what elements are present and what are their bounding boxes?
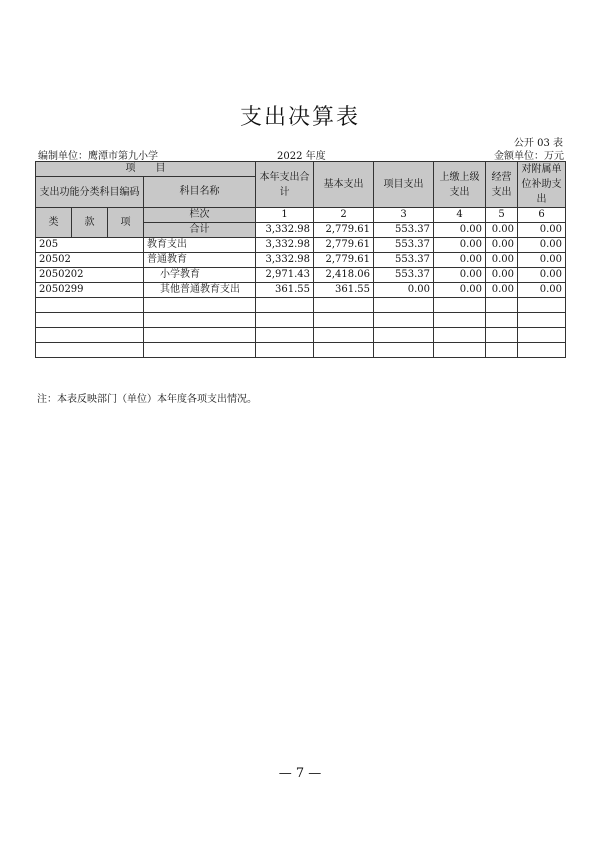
row-code: 2050202 <box>36 268 144 283</box>
row-value: 3,332.98 <box>256 238 314 253</box>
row-name: 普通教育 <box>144 253 256 268</box>
subject-name-header: 科目名称 <box>144 177 256 208</box>
empty-cell <box>144 313 256 328</box>
col-num-4: 4 <box>434 208 486 223</box>
row-value: 2,971.43 <box>256 268 314 283</box>
col-num-2: 2 <box>314 208 374 223</box>
row-value: 553.37 <box>374 268 434 283</box>
empty-cell <box>518 313 566 328</box>
total-cell: 3,332.98 <box>256 223 314 238</box>
row-value: 0.00 <box>374 283 434 298</box>
empty-cell <box>374 298 434 313</box>
empty-cell <box>256 343 314 358</box>
col-num-6: 6 <box>518 208 566 223</box>
col-total-header: 本年支出合计 <box>256 162 314 208</box>
row-code: 205 <box>36 238 144 253</box>
empty-row <box>36 313 566 328</box>
row-value: 0.00 <box>518 268 566 283</box>
empty-cell <box>256 313 314 328</box>
row-value: 0.00 <box>434 253 486 268</box>
project-header: 项 目 <box>36 162 256 177</box>
table-row <box>36 253 566 268</box>
empty-cell <box>144 343 256 358</box>
total-cell: 2,779.61 <box>314 223 374 238</box>
total-cell: 553.37 <box>374 223 434 238</box>
heji-label: 合计 <box>144 223 256 238</box>
row-name: 小学教育 <box>144 268 256 283</box>
empty-cell <box>36 328 144 343</box>
empty-row <box>36 298 566 313</box>
lei-header: 类 <box>36 208 72 238</box>
total-cell: 0.00 <box>518 223 566 238</box>
empty-cell <box>486 328 518 343</box>
fiscal-year: 2022 年度 <box>277 151 326 162</box>
row-value: 0.00 <box>518 283 566 298</box>
empty-cell <box>434 343 486 358</box>
compiling-unit: 编制单位：鹰潭市第九小学 <box>38 151 158 162</box>
form-number: 公开 03 表 <box>513 138 563 149</box>
row-value: 0.00 <box>518 253 566 268</box>
empty-cell <box>374 328 434 343</box>
col-upper-header: 上缴上级支出 <box>434 162 486 208</box>
col-business-header: 经营支出 <box>486 162 518 208</box>
empty-cell <box>486 298 518 313</box>
empty-cell <box>36 343 144 358</box>
page-number: — 7 — <box>278 766 322 781</box>
row-value: 0.00 <box>518 238 566 253</box>
empty-cell <box>374 343 434 358</box>
row-value: 2,779.61 <box>314 238 374 253</box>
empty-cell <box>314 328 374 343</box>
row-value: 2,418.06 <box>314 268 374 283</box>
empty-cell <box>518 343 566 358</box>
row-value: 0.00 <box>434 283 486 298</box>
empty-cell <box>36 313 144 328</box>
row-name: 其他普通教育支出 <box>144 283 256 298</box>
empty-cell <box>144 328 256 343</box>
empty-cell <box>518 328 566 343</box>
row-value: 0.00 <box>486 238 518 253</box>
total-cell: 0.00 <box>434 223 486 238</box>
row-value: 361.55 <box>256 283 314 298</box>
document-title: 支出决算表 <box>239 105 360 130</box>
col-num-1: 1 <box>256 208 314 223</box>
empty-row <box>36 343 566 358</box>
xiang-header: 项 <box>108 208 144 238</box>
row-value: 0.00 <box>486 253 518 268</box>
kuan-header: 款 <box>72 208 108 238</box>
col-num-5: 5 <box>486 208 518 223</box>
row-value: 0.00 <box>486 268 518 283</box>
col-project-header: 项目支出 <box>374 162 434 208</box>
empty-cell <box>36 298 144 313</box>
row-value: 553.37 <box>374 238 434 253</box>
table-row <box>36 283 566 298</box>
row-value: 0.00 <box>434 238 486 253</box>
footnote: 注：本表反映部门（单位）本年度各项支出情况。 <box>37 394 257 405</box>
empty-cell <box>314 298 374 313</box>
table-row <box>36 238 566 253</box>
empty-cell <box>434 298 486 313</box>
money-unit: 金额单位：万元 <box>494 151 564 162</box>
empty-cell <box>518 298 566 313</box>
row-code: 20502 <box>36 253 144 268</box>
col-num-3: 3 <box>374 208 434 223</box>
table-row <box>36 268 566 283</box>
row-value: 0.00 <box>486 283 518 298</box>
empty-cell <box>434 313 486 328</box>
row-name: 教育支出 <box>144 238 256 253</box>
meta-line <box>35 147 564 161</box>
row-code: 2050299 <box>36 283 144 298</box>
empty-cell <box>314 313 374 328</box>
total-cell: 0.00 <box>486 223 518 238</box>
row-value: 2,779.61 <box>314 253 374 268</box>
func-code-header: 支出功能分类科目编码 <box>36 177 144 208</box>
empty-cell <box>486 343 518 358</box>
empty-cell <box>314 343 374 358</box>
empty-cell <box>144 298 256 313</box>
empty-cell <box>374 313 434 328</box>
empty-row <box>36 328 566 343</box>
lanci-header: 栏次 <box>144 208 256 223</box>
empty-cell <box>256 298 314 313</box>
row-value: 361.55 <box>314 283 374 298</box>
row-value: 3,332.98 <box>256 253 314 268</box>
empty-cell <box>434 328 486 343</box>
expenditure-table <box>35 161 566 358</box>
row-value: 0.00 <box>434 268 486 283</box>
empty-cell <box>486 313 518 328</box>
empty-cell <box>256 328 314 343</box>
col-basic-header: 基本支出 <box>314 162 374 208</box>
col-subsidy-header: 对附属单位补助支出 <box>518 162 566 208</box>
row-value: 553.37 <box>374 253 434 268</box>
